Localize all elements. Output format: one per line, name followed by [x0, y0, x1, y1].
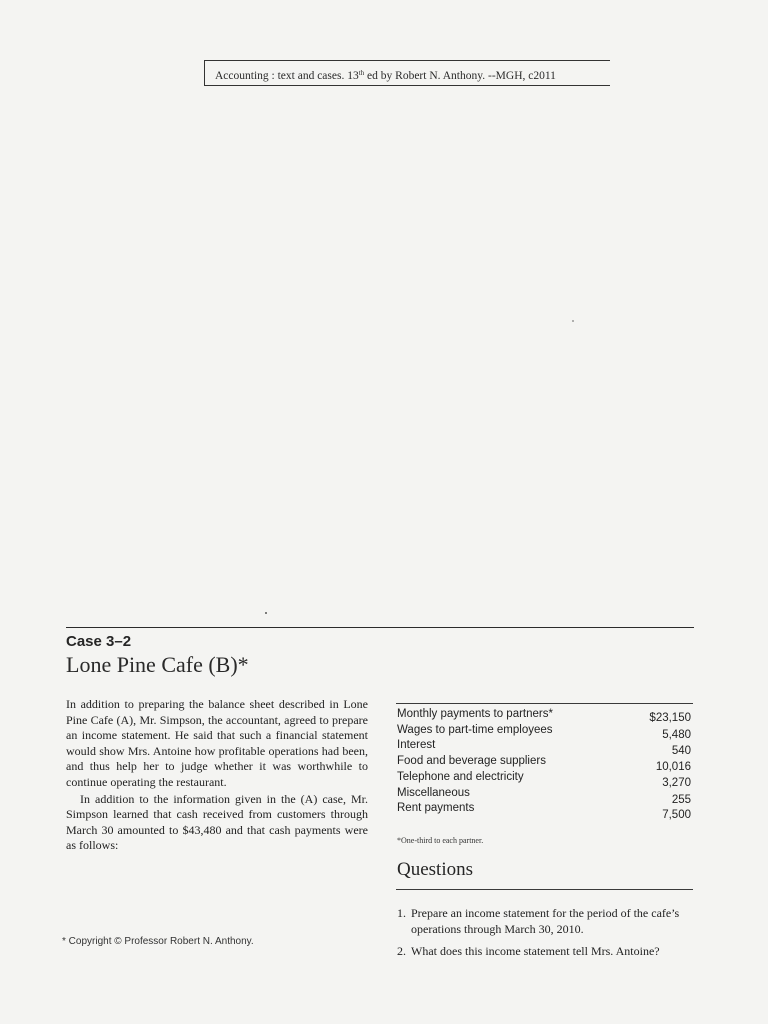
body-paragraph-1: In addition to preparing the balance sheet described in Lone Pine Cafe (A), Mr. Simpson, the accountant, agreed to prepare an income statement. He said that such a financial statement would show Mrs. Antoine how profitable operations had been, and thus help her to judge whether it was worthwhile to continue operating the restaurant. — [66, 697, 368, 789]
payment-amount: 255 — [671, 794, 691, 806]
payment-amount: 3,270 — [662, 777, 691, 789]
payments-footnote: *One-third to each partner. — [397, 836, 484, 845]
payment-amount: 540 — [671, 745, 691, 757]
case-number: Case 3–2 — [66, 633, 132, 650]
questions-rule — [396, 889, 693, 890]
case-title: Lone Pine Cafe (B)* — [66, 652, 249, 677]
citation-header — [204, 60, 610, 86]
citation-superscript: th — [358, 69, 365, 77]
payment-label: Miscellaneous — [397, 787, 470, 799]
copyright-note: * Copyright © Professor Robert N. Anthony. — [62, 936, 254, 947]
scan-speck — [572, 320, 574, 322]
citation-text-pre: Accounting : text and cases. 13 — [215, 70, 359, 82]
question-number: 2. — [397, 944, 406, 958]
payment-label: Wages to part-time employees — [397, 724, 553, 736]
payment-label: Telephone and electricity — [397, 771, 524, 783]
question-item — [397, 906, 697, 937]
payment-label: Monthly payments to partners* — [397, 708, 553, 720]
citation-text-post: ed by Robert N. Anthony. --MGH, c2011 — [364, 70, 556, 82]
payment-amount: $23,150 — [649, 712, 691, 724]
payment-label: Rent payments — [397, 802, 475, 814]
body-paragraph-2: In addition to the information given in the (A) case, Mr. Simpson learned that cash received from customers through March 30 amounted to $43,480 and that cash payments were as follows: — [66, 791, 368, 853]
question-item — [397, 944, 697, 960]
payment-amount: 10,016 — [655, 761, 691, 773]
question-text: What does this income statement tell Mrs. Antoine? — [411, 944, 660, 958]
case-divider — [66, 627, 694, 628]
payment-row — [397, 771, 693, 787]
payment-label: Food and beverage suppliers — [397, 755, 546, 767]
payment-row — [397, 724, 693, 740]
payment-row — [397, 802, 693, 821]
payment-label: Interest — [397, 739, 436, 751]
payment-row — [397, 787, 693, 806]
question-number: 1. — [397, 906, 406, 920]
scan-speck — [265, 612, 267, 614]
question-text: Prepare an income statement for the period of the cafe’s operations through March 30, 2010. — [411, 906, 680, 936]
questions-heading: Questions — [397, 859, 473, 880]
payment-amount: 5,480 — [662, 729, 691, 741]
payment-row — [397, 708, 693, 724]
payment-amount: 7,500 — [662, 809, 691, 821]
payment-row — [397, 755, 693, 771]
case-body — [66, 697, 368, 854]
payment-row — [397, 739, 693, 755]
payments-table-rule — [396, 703, 693, 704]
